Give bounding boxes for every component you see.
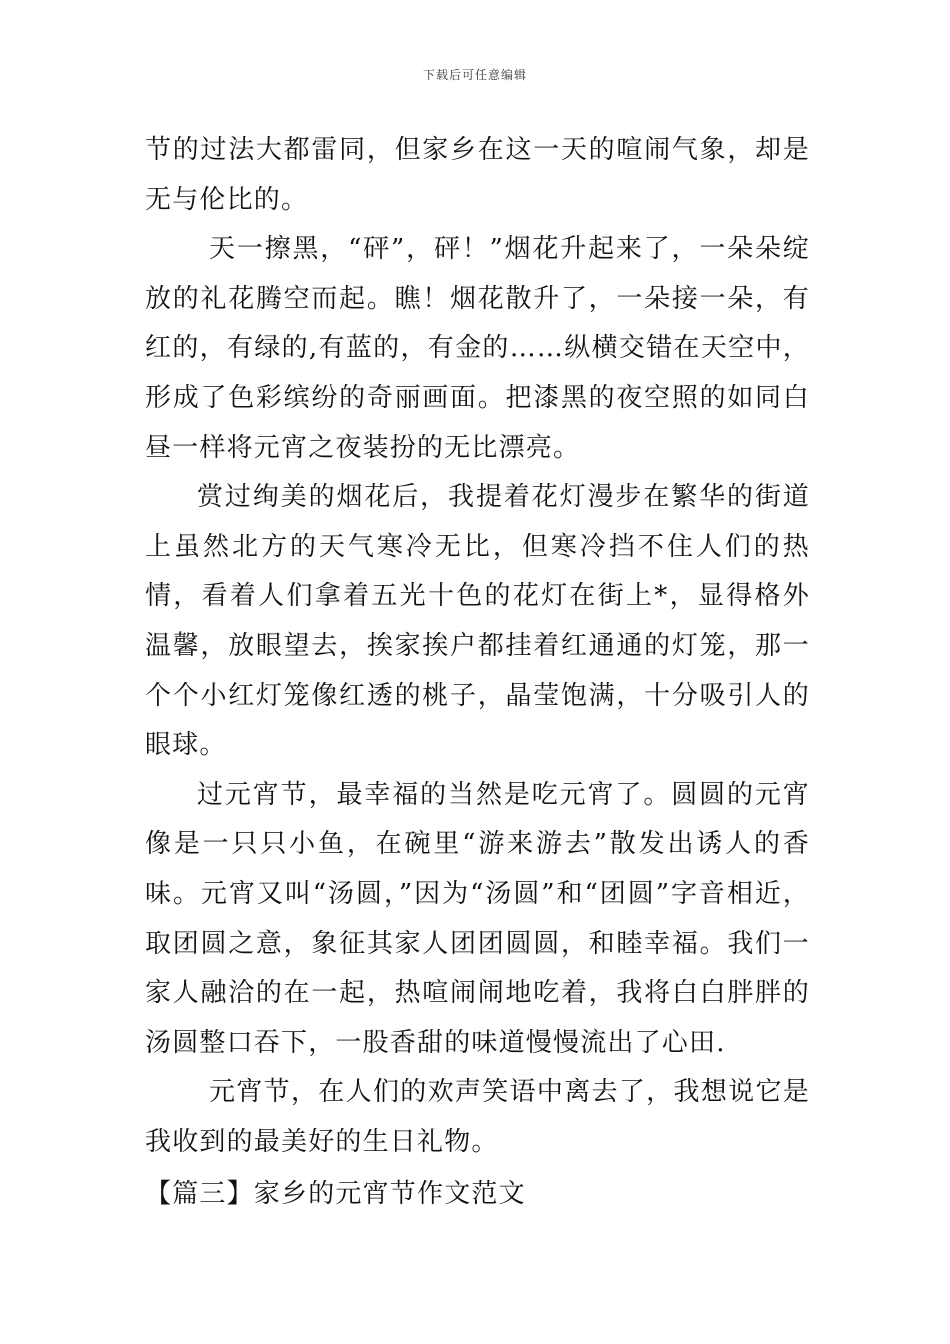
section-heading: 【篇三】家乡的元宵节作文范文	[145, 1179, 526, 1209]
paragraph-yuanxiao-food: 过元宵节，最幸福的当然是吃元宵了。圆圆的元宵像是一只只小鱼，在碗里“游来游去”散发出诱人的香味。元宵又叫“汤圆，”因为“汤圆”和“团圆”字音相近，取团圆之意，象征其家人团团圆圆，和睦幸福。我们一家人融洽的在一起，热喧闹闹地吃着，我将白白胖胖的汤圆整口吞下，一股香甜的味道慢慢流出了心田.	[145, 779, 810, 1058]
paragraph-fireworks: 天一擦黑，“砰”，砰！”烟花升起来了，一朵朵绽放的礼花腾空而起。瞧！烟花散升了，一朵接一朵，有红的，有绿的,有蓝的，有金的……纵横交错在天空中，形成了色彩缤纷的奇丽画面。把漆黑的夜空照的如同白昼一样将元宵之夜装扮的无比漂亮。	[145, 234, 810, 463]
paragraph-lanterns: 赏过绚美的烟花后，我提着花灯漫步在繁华的街道上虽然北方的天气寒冷无比，但寒冷挡不住人们的热情，看着人们拿着五光十色的花灯在街上*，显得格外温馨，放眼望去，挨家挨户都挂着红通通的灯笼，那一个个小红灯笼像红透的桃子，晶莹饱满，十分吸引人的眼球。	[145, 482, 810, 761]
paragraph-closing: 元宵节，在人们的欢声笑语中离去了，我想说它是我收到的最美好的生日礼物。	[145, 1077, 810, 1157]
paragraph-continuation: 节的过法大都雷同，但家乡在这一天的喧闹气象，却是无与伦比的。	[145, 135, 810, 215]
page-header-note: 下载后可任意编辑	[422, 68, 527, 82]
document-body	[145, 126, 810, 1167]
